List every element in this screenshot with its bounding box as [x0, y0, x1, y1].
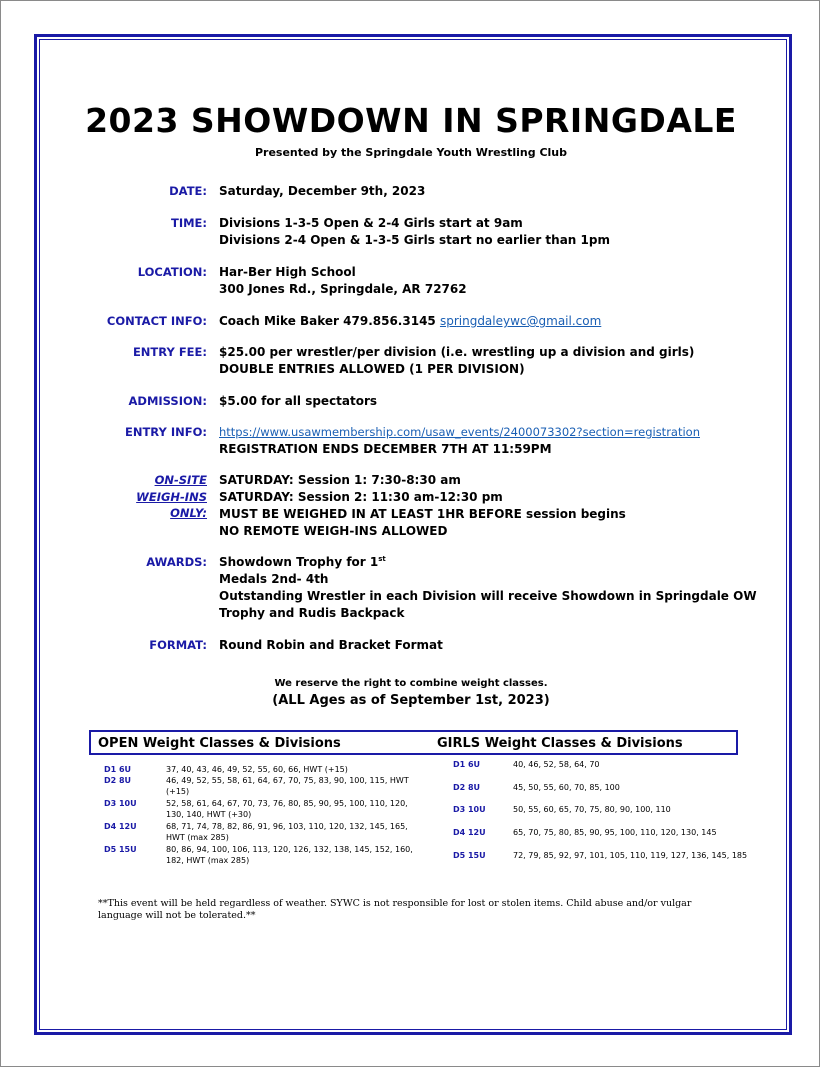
open-division-weights: 37, 40, 43, 46, 49, 52, 55, 60, 66, HWT (+15) — [166, 765, 348, 774]
girls-division-label: D1 6U — [453, 760, 481, 769]
awards-line-1-text: Showdown Trophy for 1 — [219, 555, 379, 569]
weigh-ins-line-3: MUST BE WEIGHED IN AT LEAST 1HR BEFORE session begins — [219, 507, 626, 521]
awards-line-1-sup: st — [378, 555, 386, 563]
time-line-2: Divisions 2-4 Open & 1-3-5 Girls start no earlier than 1pm — [219, 233, 610, 247]
location-label: LOCATION: — [137, 265, 207, 279]
open-division-label: D2 8U — [104, 776, 132, 785]
open-weight-classes-heading: OPEN Weight Classes & Divisions — [98, 736, 341, 751]
open-division-weights: 80, 86, 94, 100, 106, 113, 120, 126, 132, 138, 145, 152, 160, 182, HWT (max 285) — [166, 845, 413, 865]
girls-division-label: D4 12U — [453, 828, 486, 837]
open-division-weights: 52, 58, 61, 64, 67, 70, 73, 76, 80, 85, 90, 95, 100, 110, 120, 130, 140, HWT (+30) — [166, 799, 408, 819]
contact-name-phone: Coach Mike Baker 479.856.3145 — [219, 314, 436, 328]
open-division-label: D3 10U — [104, 799, 137, 808]
time-line-1: Divisions 1-3-5 Open & 2-4 Girls start at 9am — [219, 216, 523, 230]
weigh-ins-line-2: SATURDAY: Session 2: 11:30 am-12:30 pm — [219, 490, 503, 504]
weigh-ins-label — [136, 472, 207, 522]
awards-label: AWARDS: — [146, 555, 207, 569]
girls-division-weights: 65, 70, 75, 80, 85, 90, 95, 100, 110, 120, 130, 145 — [513, 828, 717, 837]
entry-info-label: ENTRY INFO: — [124, 425, 207, 439]
open-division-weights: 46, 49, 52, 55, 58, 61, 64, 67, 70, 75, 83, 90, 100, 115, HWT (+15) — [166, 776, 409, 796]
girls-weight-classes-heading: GIRLS Weight Classes & Divisions — [437, 736, 683, 751]
date-value: Saturday, December 9th, 2023 — [219, 184, 426, 198]
location-line-1: Har-Ber High School — [219, 265, 356, 279]
admission-value: $5.00 for all spectators — [219, 394, 378, 408]
awards-line-3: Outstanding Wrestler in each Division will receive Showdown in Springdale OW — [219, 589, 757, 603]
registration-link[interactable]: https://www.usawmembership.com/usaw_events/2400073302?section=registration — [219, 425, 700, 439]
admission-label: ADMISSION: — [128, 394, 207, 408]
awards-line-2: Medals 2nd- 4th — [219, 572, 329, 586]
contact-value — [219, 313, 601, 330]
girls-division-weights: 45, 50, 55, 60, 70, 85, 100 — [513, 783, 620, 792]
open-division-weights: 68, 71, 74, 78, 82, 86, 91, 96, 103, 110, 120, 132, 145, 165, HWT (max 285) — [166, 822, 408, 842]
girls-division-label: D2 8U — [453, 783, 481, 792]
weigh-ins-line-4: NO REMOTE WEIGH-INS ALLOWED — [219, 524, 448, 538]
weigh-ins-line-1: SATURDAY: Session 1: 7:30-8:30 am — [219, 473, 461, 487]
girls-division-label: D5 15U — [453, 851, 486, 860]
weigh-ins-label-2: WEIGH-INS — [136, 489, 207, 504]
combine-note: We reserve the right to combine weight classes. — [274, 678, 548, 689]
entry-fee-label: ENTRY FEE: — [132, 345, 207, 359]
open-division-label: D1 6U — [104, 765, 132, 774]
awards-line-4: Trophy and Rudis Backpack — [219, 606, 405, 620]
registration-deadline: REGISTRATION ENDS DECEMBER 7TH AT 11:59PM — [219, 442, 552, 456]
girls-division-weights: 72, 79, 85, 92, 97, 101, 105, 110, 119, 127, 136, 145, 185 — [513, 851, 748, 860]
entry-fee-line-2: DOUBLE ENTRIES ALLOWED (1 PER DIVISION) — [219, 362, 525, 376]
girls-division-label: D3 10U — [453, 805, 486, 814]
girls-division-weights: 50, 55, 60, 65, 70, 75, 80, 90, 100, 110 — [513, 805, 671, 814]
open-division-label: D5 15U — [104, 845, 137, 854]
format-value: Round Robin and Bracket Format — [219, 638, 443, 652]
contact-email-link[interactable]: springdaleywc@gmail.com — [439, 314, 602, 328]
location-line-2: 300 Jones Rd., Springdale, AR 72762 — [219, 282, 467, 296]
weigh-ins-label-3: ONLY: — [170, 506, 207, 520]
page-title: 2023 SHOWDOWN IN SPRINGDALE — [85, 101, 737, 140]
awards-line-1 — [219, 554, 386, 571]
weigh-ins-label-1: ON-SITE — [154, 473, 207, 487]
contact-label: CONTACT INFO: — [106, 314, 207, 328]
open-division-label: D4 12U — [104, 822, 137, 831]
entry-fee-line-1: $25.00 per wrestler/per division (i.e. wrestling up a division and girls) — [219, 345, 695, 359]
ages-note: (ALL Ages as of September 1st, 2023) — [272, 693, 550, 708]
format-label: FORMAT: — [149, 638, 207, 652]
page-subtitle: Presented by the Springdale Youth Wrestling Club — [254, 146, 568, 159]
girls-division-weights: 40, 46, 52, 58, 64, 70 — [513, 760, 600, 769]
weight-classes-header — [89, 730, 738, 755]
time-label: TIME: — [170, 216, 207, 230]
footer-disclaimer: **This event will be held regardless of weather. SYWC is not responsible for lost or stolen items. Child abuse and/or vulgar language will not be tolerated.** — [98, 898, 692, 921]
date-label: DATE: — [169, 184, 207, 198]
